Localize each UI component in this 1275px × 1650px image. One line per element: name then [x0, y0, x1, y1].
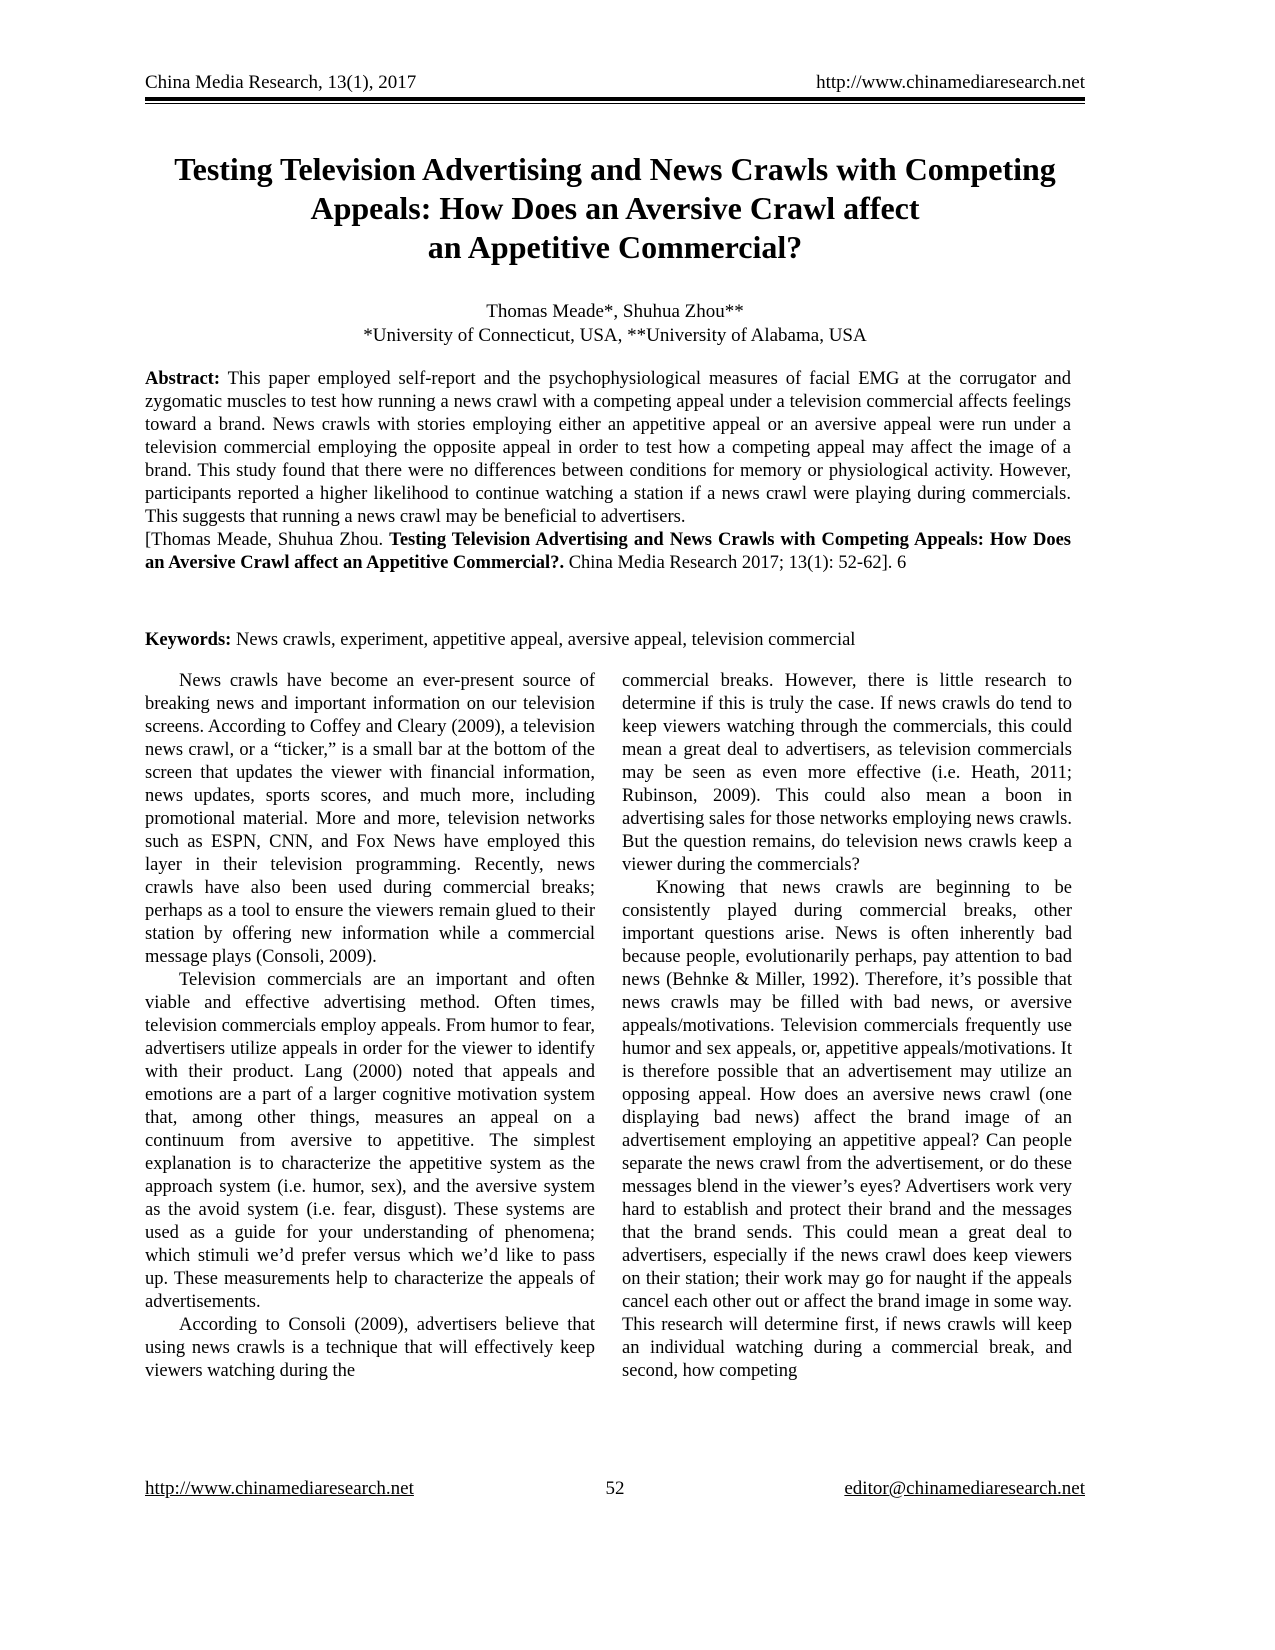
page-header [145, 72, 1085, 96]
paragraph: commercial breaks. However, there is little research to determine if this is truly the case. If news crawls do tend to keep viewers watching through the commercials, this could mean a great deal to advertisers, as television commercials may be seen as even more effective (i.e. Heath, 2011; Rubinson, 2009). This could also mean a boon in advertising sales for those networks employing news crawls. But the question remains, do television news crawls keep a viewer during the commercials? [622, 671, 1072, 875]
author-names: Thomas Meade*, Shuhua Zhou** [486, 301, 744, 322]
abstract [145, 368, 1071, 575]
author-affiliations: *University of Connecticut, USA, **University of Alabama, USA [363, 325, 867, 346]
paragraph: Television commercials are an important and often viable and effective advertising method. Often times, television commercials employ appeals. From humor to fear, advertisers utilize appeals in order for the viewer to identify with their product. Lang (2000) noted that appeals and emotions are a part of a larger cognitive motivation system that, among other things, measures an appeal on a continuum from aversive to appetitive. The simplest explanation is to characterize the appetitive system as the approach system (i.e. humor, sex), and the aversive system as the avoid system (i.e. fear, disgust). These systems are used as a guide for your understanding of phenomena; which stimuli we’d prefer versus which we’d like to pass up. These measurements help to characterize the appeals of advertisements. [145, 970, 595, 1312]
paragraph: News crawls have become an ever-present source of breaking news and important information on our television screens. According to Coffey and Cleary (2009), a television news crawl, or a “ticker,” is a small bar at the bottom of the screen that updates the viewer with financial information, news updates, sports scores, and much more, including promotional material. More and more, television networks such as ESPN, CNN, and Fox News have employed this layer in their television programming. Recently, news crawls have also been used during commercial breaks; perhaps as a tool to ensure the viewers remain glued to their station by offering new information while a commercial message plays (Consoli, 2009). [145, 671, 595, 967]
body-column-right [622, 670, 1072, 1383]
title-line-1: Testing Television Advertising and News Crawls with Competing [174, 151, 1056, 187]
citation-suffix: China Media Research 2017; 13(1): 52-62]. 6 [568, 553, 907, 573]
journal-name: China Media Research, 13(1), 2017 [145, 72, 417, 93]
keywords [145, 629, 1071, 652]
title-line-2: Appeals: How Does an Aversive Crawl affect [310, 190, 920, 226]
citation-title: Testing Television Advertising and News Crawls with Competing Appeals: How Does an Aversive Crawl affect an Appetitive Commercial?. [145, 530, 1072, 573]
abstract-text: This paper employed self-report and the psychophysiological measures of facial EMG at the corrugator and zygomatic muscles to test how running a news crawl with a competing appeal under a television commercial affects feelings toward a brand. News crawls with stories employing either an appetitive appeal or an aversive appeal were run under a television commercial employing the opposite appeal in order to test how a competing appeal may affect the image of a brand. This study found that there were no differences between conditions for memory or physiological activity. However, participants reported a higher likelihood to continue watching a station if a news crawl were playing during commercials. This suggests that running a news crawl may be beneficial to advertisers. [145, 369, 1071, 527]
paragraph: Knowing that news crawls are beginning to be consistently played during commercial breaks, other important questions arise. News is often inherently bad because people, evolutionarily perhaps, pay attention to bad news (Behnke & Miller, 1992). Therefore, it’s possible that news crawls may be filled with bad news, or aversive appeals/motivations. Television commercials frequently use humor and sex appeals, or, appetitive appeals/motivations. It is therefore possible that an advertisement may utilize an opposing appeal. How does an aversive news crawl (one displaying bad news) affect the brand image of an advertisement employing an appetitive appeal? Can people separate the news crawl from the advertisement, or do these messages blend in the viewer’s eyes? Advertisers work very hard to establish and protect their brand and the messages that the brand sends. This could mean a great deal to advertisers, especially if the news crawl does keep viewers on their station; their work may go for naught if the appeals cancel each other out or affect the brand image in some way. This research will determine first, if news crawls will keep an individual watching during a commercial break, and second, how competing [622, 878, 1072, 1381]
paper-title [145, 150, 1085, 267]
header-rule-thin [145, 103, 1085, 104]
keywords-text: News crawls, experiment, appetitive appeal, aversive appeal, television commercial [235, 630, 856, 650]
abstract-label: Abstract: [145, 369, 221, 389]
abstract-body [145, 368, 1071, 529]
page-footer [145, 1478, 1085, 1502]
author-block [145, 300, 1085, 348]
footer-url-link[interactable]: http://www.chinamediaresearch.net [145, 1478, 414, 1499]
footer-email-link[interactable]: editor@chinamediaresearch.net [844, 1478, 1085, 1499]
page-number: 52 [605, 1478, 625, 1499]
citation [145, 529, 1071, 575]
keywords-label: Keywords: [145, 630, 232, 650]
header-rule-thick [145, 97, 1085, 101]
header-url: http://www.chinamediaresearch.net [816, 72, 1085, 93]
body-column-left [145, 670, 595, 1383]
citation-prefix: [Thomas Meade, Shuhua Zhou. [145, 530, 384, 550]
paragraph: According to Consoli (2009), advertisers believe that using news crawls is a technique that will effectively keep viewers watching during the [145, 1315, 595, 1381]
title-line-3: an Appetitive Commercial? [427, 229, 803, 265]
